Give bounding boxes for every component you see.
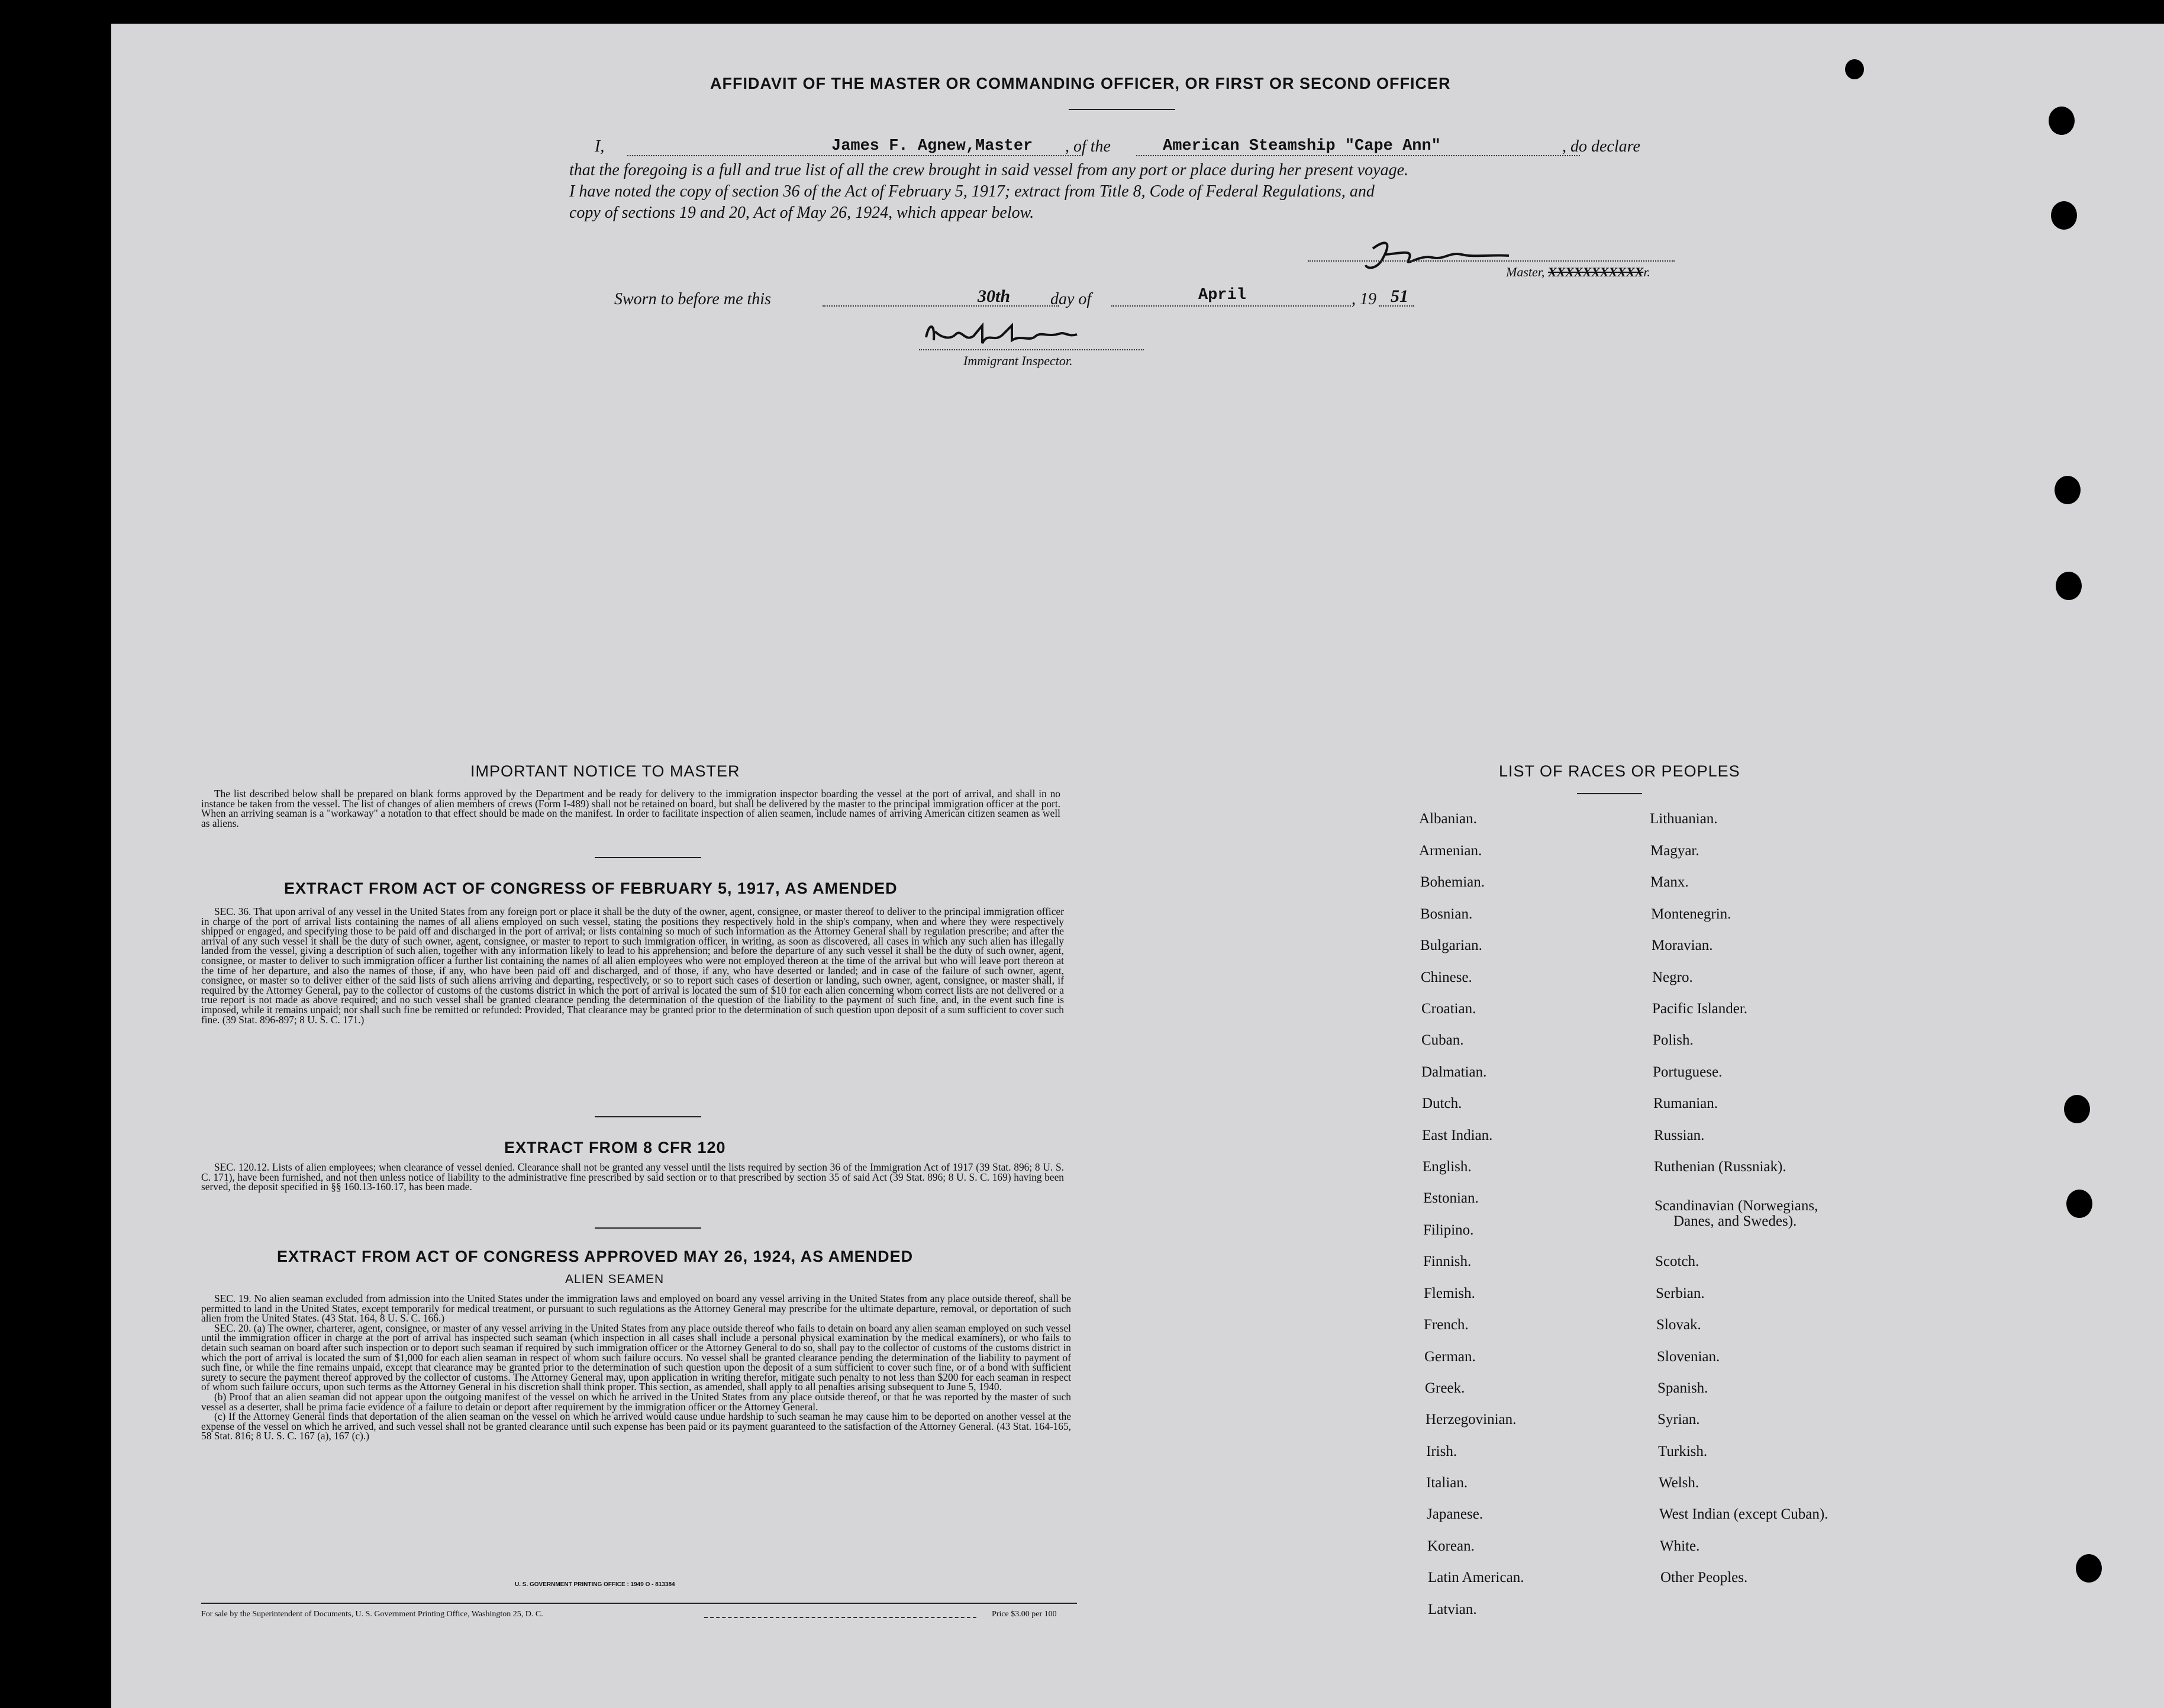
extract-cfr-title: EXTRACT FROM 8 CFR 120 <box>504 1139 726 1156</box>
affidavit-title-rule <box>1069 109 1175 110</box>
punch-hole <box>1845 59 1864 79</box>
race-item-right: Danes, and Swedes). <box>1673 1213 1797 1229</box>
name-field-line <box>627 155 1083 156</box>
race-item-right: Slovak. <box>1656 1317 1701 1333</box>
sec-20c-paragraph: (c) If the Attorney General finds that deportation of the alien seaman on the vessel on which he arrived would cause undue hardship to such seaman he may cause him to be deported on another vessel at the expense of the vessel on which he arrived, and such vessel shall not be granted clearance until such expense has been paid or its payment guaranteed to the satisfaction of the Attorney General. (43 Stat. 164-165, 58 Stat. 816; 8 U. S. C. 167 (a), 167 (c).) <box>201 1410 1071 1442</box>
extract-1917-rule <box>595 1116 701 1117</box>
race-item-left: Armenian. <box>1419 843 1482 859</box>
day-of-label: day of <box>1050 290 1092 308</box>
race-item-left: Latvian. <box>1428 1601 1477 1617</box>
race-item-right: Rumanian. <box>1653 1095 1718 1111</box>
vessel-name-value: American Steamship "Cape Ann" <box>1163 137 1441 155</box>
race-item-left: Bulgarian. <box>1420 937 1482 953</box>
punch-hole <box>2066 1190 2092 1218</box>
punch-hole <box>2051 201 2077 230</box>
race-item-left: Estonian. <box>1423 1190 1479 1206</box>
race-item-left: Dalmatian. <box>1421 1064 1487 1080</box>
race-item-right: White. <box>1660 1538 1700 1554</box>
race-item-right: Portuguese. <box>1653 1064 1723 1080</box>
master-caption <box>1506 265 1650 280</box>
race-item-right: Manx. <box>1650 874 1689 890</box>
price-note: Price $3.00 per 100 <box>992 1610 1057 1619</box>
race-item-left: Irish. <box>1426 1443 1457 1459</box>
race-item-left: Italian. <box>1426 1475 1468 1491</box>
race-item-right: West Indian (except Cuban). <box>1659 1506 1828 1522</box>
punch-hole <box>2056 572 2082 600</box>
race-item-left: Chinese. <box>1421 969 1472 985</box>
sec-120-12-paragraph: SEC. 120.12. Lists of alien employees; when clearance of vessel denied. Clearance shall not be granted any vessel until the lists required by section 36 of the Immigration Act of 1917 (39 Stat. 896; 8 U. S. C. 171), have been furnished, and not then unless notice of liability to the administrative fine prescribed by said section or to that prescribed by section 35 of said Act (39 Stat. 896; 8 U. S. C. 169) having been served, the deposit specified in §§ 160.13-160.17, has been made. <box>201 1161 1064 1193</box>
race-item-left: Finnish. <box>1423 1253 1472 1269</box>
day-field-line <box>823 305 1059 307</box>
footer-dots <box>704 1617 976 1618</box>
race-item-left: Japanese. <box>1427 1506 1483 1522</box>
race-item-left: German. <box>1424 1349 1476 1365</box>
inspector-signature <box>923 320 1160 349</box>
race-item-left: Dutch. <box>1422 1095 1462 1111</box>
race-item-left: Latin American. <box>1428 1570 1524 1585</box>
punch-hole <box>2076 1554 2102 1583</box>
affidavit-line-4: copy of sections 19 and 20, Act of May 26, 1924, which appear below. <box>569 204 1034 222</box>
race-item-right: Spanish. <box>1657 1380 1708 1396</box>
do-declare-label: , do declare <box>1562 137 1640 156</box>
race-item-left: Croatian. <box>1421 1001 1476 1017</box>
race-item-right: Montenegrin. <box>1651 906 1731 922</box>
race-item-left: English. <box>1423 1159 1472 1175</box>
master-caption-prefix: Master, <box>1506 265 1548 279</box>
sec-19-paragraph: SEC. 19. No alien seaman excluded from admission into the United States under the immigration laws and employed on board any vessel arriving in the United States from any place outside thereof, shall be permitted to land in the United States, except temporarily for medical treatment, or pursuant to such regulations as the Attorney General may prescribe for the ultimate departure, removal, or deportation of such alien from the United States. (43 Stat. 164, 8 U. S. C. 166.) <box>201 1293 1071 1324</box>
notice-title: IMPORTANT NOTICE TO MASTER <box>470 762 740 780</box>
race-item-left: Korean. <box>1427 1538 1475 1554</box>
races-rule <box>1577 793 1642 794</box>
extract-1924-body <box>201 1294 1071 1441</box>
race-item-left: Bosnian. <box>1420 906 1473 922</box>
master-caption-suffix: r. <box>1643 265 1650 279</box>
race-item-right: Turkish. <box>1658 1443 1708 1459</box>
race-item-right: Slovenian. <box>1657 1349 1720 1365</box>
of-the-label: , of the <box>1065 137 1111 156</box>
race-item-right: Pacific Islander. <box>1652 1001 1748 1017</box>
race-item-right: Moravian. <box>1652 937 1713 953</box>
race-item-left: Greek. <box>1425 1380 1465 1396</box>
for-sale-note: For sale by the Superintendent of Documents, U. S. Government Printing Office, Washington 25, D. C. <box>201 1610 543 1619</box>
master-name-value: James F. Agnew,Master <box>831 137 1033 155</box>
race-item-right: Lithuanian. <box>1650 811 1718 827</box>
punch-hole <box>2064 1095 2090 1123</box>
sec-20a-paragraph: SEC. 20. (a) The owner, charterer, agent, consignee, or master of any vessel arriving in the United States from any place outside thereof who fails to detain on board any alien seaman employed on such vessel until the immigration officer in charge at the port of arrival has inspected such seaman (which inspection in all cases shall include a personal physical examination by the medical examiners), or who fails to detain such seaman on board after such inspection or to deport such seaman if required by such immigration officer or the Attorney General to do so, shall pay to the collector of customs of the customs district in which the port of arrival is located the sum of $1,000 for each alien seaman in respect of whom such failure occurs. No vessel shall be granted clearance pending the determination of the liability to payment of such fine, or while the fine remains unpaid, except that clearance may be granted prior to the determination of such question upon the deposit of a sum sufficient to cover such fine, or of a bond with sufficient surety to secure the payment thereof approved by the collector of customs. The Attorney General may, upon application in writing therefor, mitigate such penalty to not less than $200 for each seaman in respect of whom such failure occurs, upon such terms as the Attorney General in his discretion shall think proper. This section, as amended, shall apply to all penalties arising subsequent to June 5, 1940. <box>201 1322 1071 1393</box>
race-item-left: Flemish. <box>1424 1285 1475 1301</box>
master-signature-line <box>1308 260 1675 262</box>
punch-hole <box>2055 476 2081 504</box>
race-item-right: Serbian. <box>1656 1285 1705 1301</box>
races-title: LIST OF RACES OR PEOPLES <box>1499 762 1740 780</box>
vessel-field-line <box>1136 155 1580 156</box>
inspector-signature-line <box>919 349 1144 350</box>
extract-cfr-body <box>201 1162 1064 1192</box>
alien-seamen-subtitle: ALIEN SEAMEN <box>565 1272 665 1286</box>
race-item-right: Welsh. <box>1659 1475 1699 1491</box>
year-value: 51 <box>1391 286 1408 306</box>
sec-36-paragraph: SEC. 36. That upon arrival of any vessel in the United States from any foreign port or place it shall be the duty of the owner, agent, consignee, or master thereof to deliver to the principal immigration officer in charge of the port of arrival lists containing the names of all aliens employed on such vessel, stating the positions they respectively hold in the ship's company, when and where they were respectively shipped or engaged, and specifying those to be paid off and discharged in the port of arrival; or lists containing so much of such information as the Attorney General shall by regulation prescribe; and after the arrival of any such vessel it shall be the duty of such owner, agent, consignee, or master to report to such immigration officer, in writing, as soon as discovered, all cases in which any such alien has illegally landed from the vessel, giving a description of such alien, together with any information likely to lead to his apprehension; and before the departure of any such vessel it shall be the duty of such owner, agent, consignee, or master to deliver to such immigration officer a further list containing the names of all alien employees who were not employed thereon at the time of the arrival but who will leave port thereon at the time of her departure, and also the names of those, if any, who have been paid off and discharged, and of those, if any, who have deserted or landed; and in case of the failure of such owner, agent, consignee, or master so to deliver either of the said lists of such aliens arriving and departing, respectively, or so to report such cases of desertion or landing, such owner, agent, consignee, or master shall, if required by the Attorney General, pay to the collector of customs of the customs district in which the port of arrival is located the sum of $10 for each alien concerning whom correct lists are not delivered or a true report is not made as above required; and no such vessel shall be granted clearance pending the determination of the question of the liability to the payment of such fine, and, in the event such fine is imposed, while it remains unpaid; nor shall such fine be remitted or refunded: Provided, That clearance may be granted prior to the determination of such question upon deposit of a sum sufficient to cover such fine. (39 Stat. 896-897; 8 U. S. C. 171.) <box>201 905 1064 1026</box>
race-item-left: Cuban. <box>1421 1032 1464 1048</box>
year-prefix: , 19 <box>1352 290 1376 308</box>
day-value: 30th <box>978 286 1011 306</box>
affidavit-i-label: I, <box>595 137 605 156</box>
document-page <box>111 24 2164 1708</box>
race-item-left: Filipino. <box>1423 1222 1474 1238</box>
master-caption-struck: XXXXXXXXXXX <box>1547 265 1644 279</box>
race-item-left: Bohemian. <box>1420 874 1485 890</box>
race-item-right: Ruthenian (Russniak). <box>1654 1159 1786 1175</box>
race-item-left: French. <box>1424 1317 1469 1333</box>
printer-imprint: U. S. GOVERNMENT PRINTING OFFICE : 1949 O - 813384 <box>515 1581 675 1588</box>
race-item-right: Polish. <box>1653 1032 1694 1048</box>
inspector-caption: Immigrant Inspector. <box>963 353 1073 368</box>
notice-rule <box>595 857 701 858</box>
race-item-right: Magyar. <box>1650 843 1699 859</box>
race-item-right: Scotch. <box>1655 1253 1699 1269</box>
sec-20b-paragraph: (b) Proof that an alien seaman did not appear upon the outgoing manifest of the vessel on which he arrived in the United States from any place outside thereof, or that he was reported by the master of such vessel as a deserter, shall be prima facie evidence of a failure to detain or deport after requirement by the immigration officer or the Attorney General. <box>201 1390 1071 1413</box>
race-item-left: Herzegovinian. <box>1426 1411 1517 1427</box>
extract-1924-title: EXTRACT FROM ACT OF CONGRESS APPROVED MAY 26, 1924, AS AMENDED <box>277 1248 914 1265</box>
affidavit-line-3: I have noted the copy of section 36 of the Act of February 5, 1917; extract from Title 8, Code of Federal Regulations, and <box>569 182 1375 201</box>
race-item-right: Scandinavian (Norwegians, <box>1655 1198 1818 1214</box>
affidavit-line-2: that the foregoing is a full and true list of all the crew brought in said vessel from any port or place during her present voyage. <box>569 161 1409 179</box>
notice-body <box>201 789 1060 828</box>
sworn-label: Sworn to before me this <box>614 290 771 308</box>
extract-1917-title: EXTRACT FROM ACT OF CONGRESS OF FEBRUARY 5, 1917, AS AMENDED <box>284 879 898 897</box>
notice-paragraph: The list described below shall be prepared on blank forms approved by the Department and be ready for delivery to the immigration inspector boarding the vessel at the port of arrival, and shall in no instance be taken from the vessel. The list of changes of alien members of crews (Form I-489) shall not be retained on board, but shall be delivered by the master to the principal immigration officer at the port. When an arriving seaman is a "workaway" a notation to that effect should be made on the manifest. In order to facilitate inspection of alien seamen, include names of arriving American citizen seamen as well as aliens. <box>201 788 1060 829</box>
race-item-left: East Indian. <box>1422 1127 1493 1143</box>
race-item-right: Syrian. <box>1657 1411 1700 1427</box>
race-item-right: Russian. <box>1654 1127 1705 1143</box>
race-item-right: Other Peoples. <box>1660 1570 1748 1585</box>
month-value: April <box>1198 286 1247 304</box>
footer-rule <box>201 1603 1077 1604</box>
extract-1917-body <box>201 907 1064 1024</box>
race-item-right: Negro. <box>1652 969 1693 985</box>
extract-cfr-rule <box>595 1227 701 1229</box>
affidavit-title: AFFIDAVIT OF THE MASTER OR COMMANDING OFFICER, OR FIRST OR SECOND OFFICER <box>710 75 1451 92</box>
race-item-left: Albanian. <box>1419 811 1477 827</box>
punch-hole <box>2049 107 2075 135</box>
month-field-line <box>1111 305 1351 307</box>
